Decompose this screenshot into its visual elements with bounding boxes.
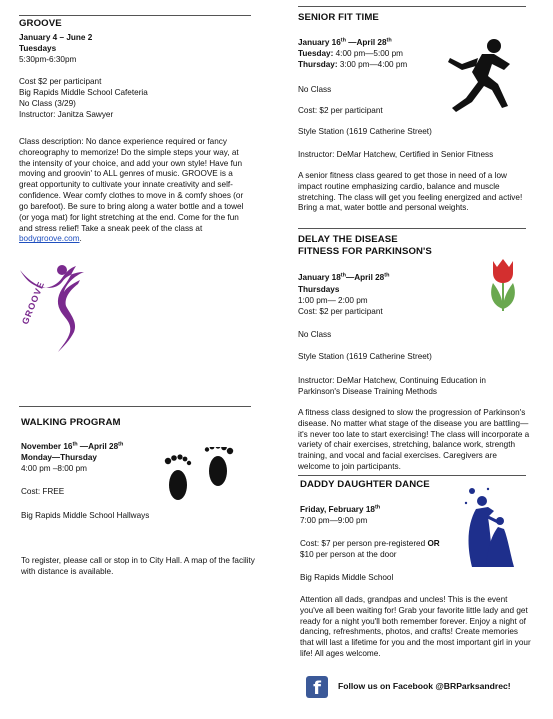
senior-fit-dates-start-sup: th	[340, 37, 346, 44]
senior-fit-dates-end-sup: th	[386, 37, 392, 44]
delay-top-rule	[298, 228, 526, 229]
senior-fit-cost: Cost: $2 per participant	[298, 106, 383, 115]
groove-description: Class description: No dance experience required or fancy choreography to memorize! Do the simple steps your way, at the intensity of your choice, and add your own style! Have fun moving and groovin' to ALL genres of music. GROOVE is a great opportunity to cultivate your innate creativity and self-confidence. Wear comfy clothes to move in & comfy shoes (or go barefoot). Be sure to bring along a water bottle and a towel (or yoga mat) for light stretching at the end. Come for the fun and stress relief! Take a sneak peek of the class at	[19, 137, 244, 233]
top-rule-right	[298, 6, 526, 7]
daddy-location: Big Rapids Middle School	[300, 573, 394, 582]
senior-fit-no-class: No Class	[298, 85, 332, 94]
groove-location: Big Rapids Middle School Cafeteria	[19, 88, 148, 97]
daddy-title: DADDY DAUGHTER DANCE	[300, 479, 430, 490]
daddy-cost-2: $10 per person at the door	[300, 550, 397, 559]
delay-no-class: No Class	[298, 330, 332, 339]
senior-fit-thursday-time: 3:00 pm—4:00 pm	[337, 60, 408, 69]
senior-fit-tuesday-label: Tuesday:	[298, 49, 334, 58]
groove-description-block	[19, 137, 252, 245]
groove-dates: January 4 – June 2	[19, 33, 93, 42]
groove-cost: Cost $2 per participant	[19, 77, 102, 86]
top-rule-left	[19, 15, 251, 16]
facebook-footer	[306, 676, 511, 698]
walking-top-rule	[19, 406, 251, 407]
delay-title-2: FITNESS FOR PARKINSON'S	[298, 246, 432, 257]
senior-fit-description: A senior fitness class geared to get those in need of a low impact routine emphasizing cardio, balance and muscle stretching. The class will get you feeling energized and active! Bring a mat, water bottle and personal weights.	[298, 171, 523, 213]
groove-logo-text: GROOVE	[20, 279, 47, 326]
tulip-icon	[483, 257, 523, 313]
delay-dates-end-sup: th	[384, 272, 390, 279]
delay-location: Style Station (1619 Catherine Street)	[298, 352, 432, 361]
groove-time: 5:30pm-6:30pm	[19, 55, 77, 64]
daddy-top-rule	[298, 475, 526, 476]
facebook-glyph: f	[313, 678, 321, 698]
delay-dates	[298, 273, 389, 284]
senior-fit-thursday	[298, 60, 407, 71]
delay-cost: Cost: $2 per participant	[298, 307, 383, 316]
senior-fit-tuesday	[298, 49, 403, 60]
walking-location: Big Rapids Middle School Hallways	[21, 511, 150, 520]
facebook-follow-text: Follow us on Facebook @BRParksandrec!	[338, 681, 511, 692]
walking-cost: Cost: FREE	[21, 487, 65, 496]
walking-day: Monday—Thursday	[21, 453, 97, 462]
daddy-cost-prereg: Cost: $7 per person pre-registered	[300, 539, 428, 548]
senior-fit-dates-start: January 16	[298, 38, 341, 47]
delay-dates-start: January 18	[298, 273, 341, 282]
groove-title: GROOVE	[19, 18, 62, 29]
bodygroove-link[interactable]: bodygroove.com	[19, 234, 80, 244]
daddy-time: 7:00 pm—9:00 pm	[300, 516, 368, 525]
daddy-cost-or: OR	[427, 539, 440, 548]
senior-fit-title: SENIOR FIT TIME	[298, 12, 379, 23]
senior-fit-location: Style Station (1619 Catherine Street)	[298, 127, 432, 136]
walking-dates-end: —April 28	[77, 442, 119, 451]
delay-dates-end: —April 28	[346, 273, 385, 282]
daddy-description: Attention all dads, grandpas and uncles! This is the event you've all been waiting for! Grab your favorite little lady and get ready for a night you'll both remember forever. Enjoy a night of dancing, refreshments, photos, and crafts! Create memories that will last a lifetime for you and the most important girl in your life! All ages welcome.	[300, 595, 531, 659]
daddy-date	[300, 505, 380, 516]
runner-icon	[448, 38, 514, 112]
senior-fit-instructor: Instructor: DeMar Hatchew, Certified in Senior Fitness	[298, 150, 494, 159]
groove-instructor: Instructor: Janitza Sawyer	[19, 110, 114, 119]
daddy-date-sup: th	[374, 504, 381, 511]
senior-fit-tuesday-time: 4:00 pm—5:00 pm	[333, 49, 403, 58]
footprints-icon	[162, 447, 242, 505]
delay-instructor-1: Instructor: DeMar Hatchew, Continuing Education in	[298, 376, 486, 385]
walking-dates	[21, 442, 123, 453]
delay-time: 1:00 pm— 2:00 pm	[298, 296, 368, 305]
groove-day: Tuesdays	[19, 44, 57, 53]
delay-day: Thursdays	[298, 285, 340, 294]
senior-fit-dates-end: —April 28	[346, 38, 387, 47]
delay-dates-start-sup: th	[340, 272, 346, 279]
daddy-date-text: Friday, February 18	[300, 505, 375, 514]
facebook-icon[interactable]	[306, 676, 328, 698]
delay-title-1: DELAY THE DISEASE	[298, 234, 398, 245]
groove-logo	[18, 262, 98, 374]
walking-dates-start-sup: th	[72, 441, 78, 448]
walking-dates-end-sup: th	[118, 441, 124, 448]
father-daughter-dance-icon	[458, 483, 520, 569]
groove-no-class: No Class (3/29)	[19, 99, 76, 108]
walking-title: WALKING PROGRAM	[21, 417, 121, 428]
walking-dates-start: November 16	[21, 442, 73, 451]
daddy-cost-1	[300, 539, 440, 550]
groove-link-suffix: .	[79, 234, 82, 244]
walking-time: 4:00 pm –8:00 pm	[21, 464, 87, 473]
senior-fit-thursday-label: Thursday:	[298, 60, 338, 69]
delay-description: A fitness class designed to slow the progression of Parkinson's disease. No matter what stage of the disease you are battling—it's never too late to start exercising! The class will incorporate a variety of chair exercises, stretching, balance work, strength training, and vocal and facial exercises. Caregivers are welcome to join participants.	[298, 408, 530, 472]
walking-register: To register, please call or stop in to City Hall. A map of the facility with distance is available.	[21, 556, 255, 576]
delay-instructor-2: Parkinson's Disease Training Methods	[298, 387, 437, 396]
senior-fit-dates	[298, 38, 392, 49]
